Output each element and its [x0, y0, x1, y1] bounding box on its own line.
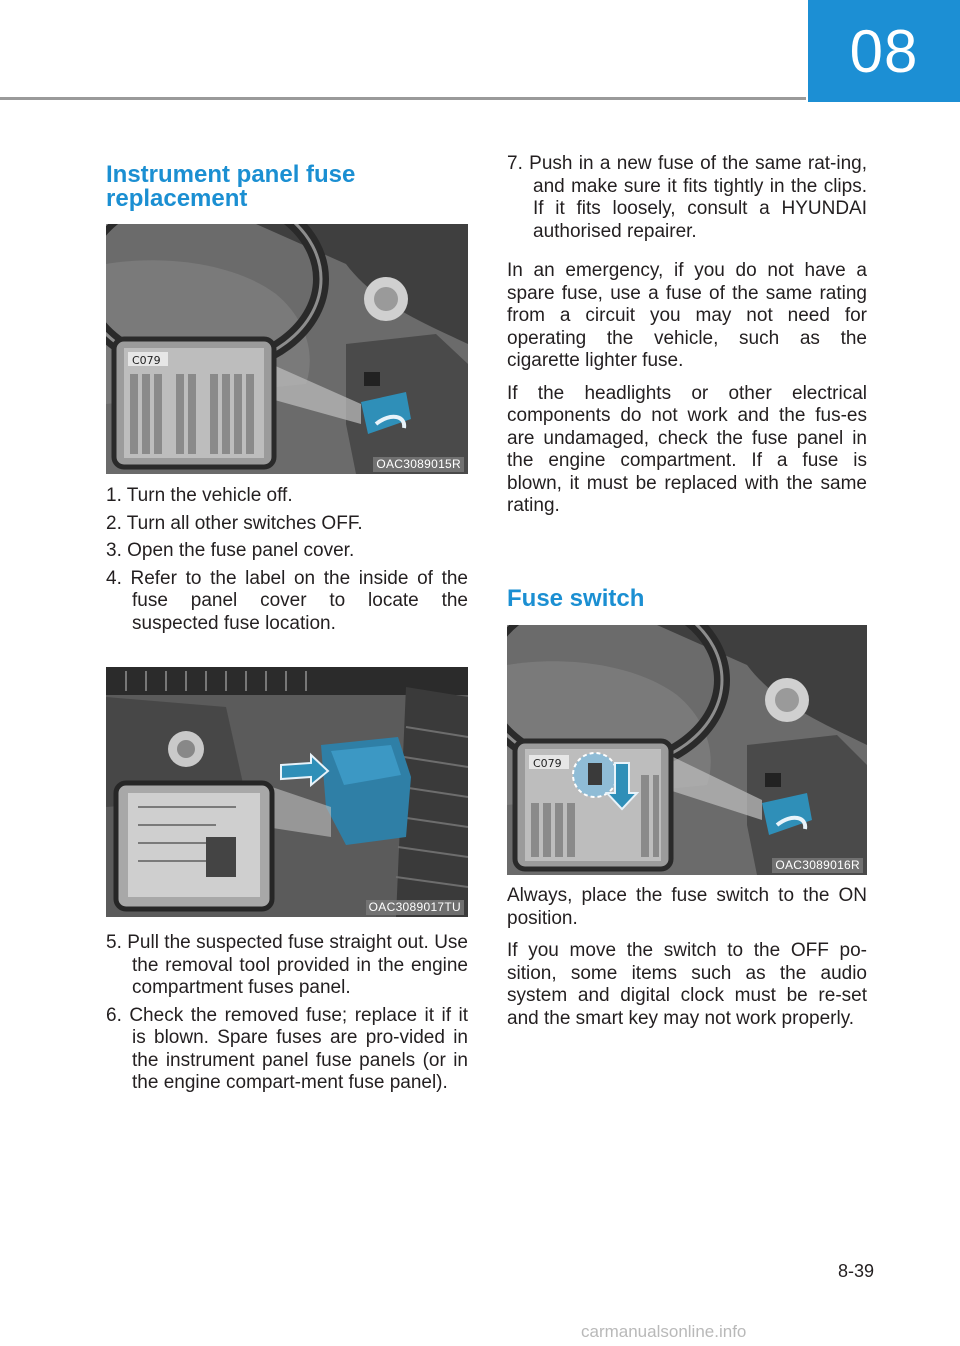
section-title-instrument-panel — [106, 163, 355, 211]
step-2: 2. Turn all other switches OFF. — [106, 512, 363, 534]
steps-list-a — [106, 485, 468, 640]
header-rule — [0, 97, 806, 100]
figure-fuse-switch-photo — [507, 625, 867, 875]
step-1: 1. Turn the vehicle off. — [106, 485, 293, 506]
step-6: 6. Check the removed fuse; replace it if it is blown. Spare fuses are pro-vided in the instrument panel fuse panels (or in the engine compart-ment fuse panel). — [106, 1004, 468, 1093]
fuse-switch-text — [507, 885, 867, 1040]
fuse-panel-label-1: C079 — [132, 354, 161, 367]
figure-code: OAC3089017TU — [366, 900, 464, 915]
figure-code: OAC3089015R — [373, 457, 464, 472]
emergency-paragraph: In an emergency, if you do not have a spare fuse, use a fuse of the same rating from a circuit you may not need for operating the vehicle, such as the cigarette lighter fuse. — [507, 260, 867, 371]
watermark: carmanualsonline.info — [581, 1322, 747, 1341]
step-7: 7. Push in a new fuse of the same rat-ing, and make sure it fits tightly in the clips. If it fits loosely, consult a HYUNDAI authorised repairer. — [507, 153, 867, 242]
dashboard-illustration — [106, 224, 468, 474]
figure-code: OAC3089016R — [772, 858, 863, 873]
chapter-tab — [808, 0, 960, 102]
section-title-line-1: Instrument panel fuse — [106, 161, 356, 188]
figure-engine-compartment-photo — [106, 667, 468, 917]
figure-instrument-panel-photo — [106, 224, 468, 474]
step-5: 5. Pull the suspected fuse straight out. Use the removal tool provided in the engine compartment fuses panel. — [106, 932, 468, 998]
page-number: 8-39 — [838, 1261, 875, 1281]
section-title-fuse-switch: Fuse switch — [507, 585, 645, 612]
step-3: 3. Open the fuse panel cover. — [106, 540, 355, 561]
fuse-switch-illustration — [507, 625, 867, 875]
headlights-paragraph: If the headlights or other electrical components do not work and the fus-es are undamaged, check the fuse panel in the engine compartment. If a fuse is blown, it must be replaced with the same rating. — [507, 382, 867, 516]
step-4: 4. Refer to the label on the inside of the fuse panel cover to locate the suspected fuse location. — [106, 567, 468, 634]
engine-bay-illustration — [106, 667, 468, 917]
steps-list-b — [106, 932, 468, 1100]
section-title-line-2: replacement — [106, 185, 248, 212]
chapter-number: 08 — [849, 17, 919, 85]
fuse-switch-paragraph-2: If you move the switch to the OFF po-sition, some items such as the audio system and digital clock must be re-set and the smart key may not work properly. — [507, 940, 867, 1029]
right-column-text — [507, 153, 867, 528]
fuse-panel-label-3: C079 — [533, 757, 562, 770]
fuse-switch-paragraph-1: Always, place the fuse switch to the ON position. — [507, 885, 867, 929]
